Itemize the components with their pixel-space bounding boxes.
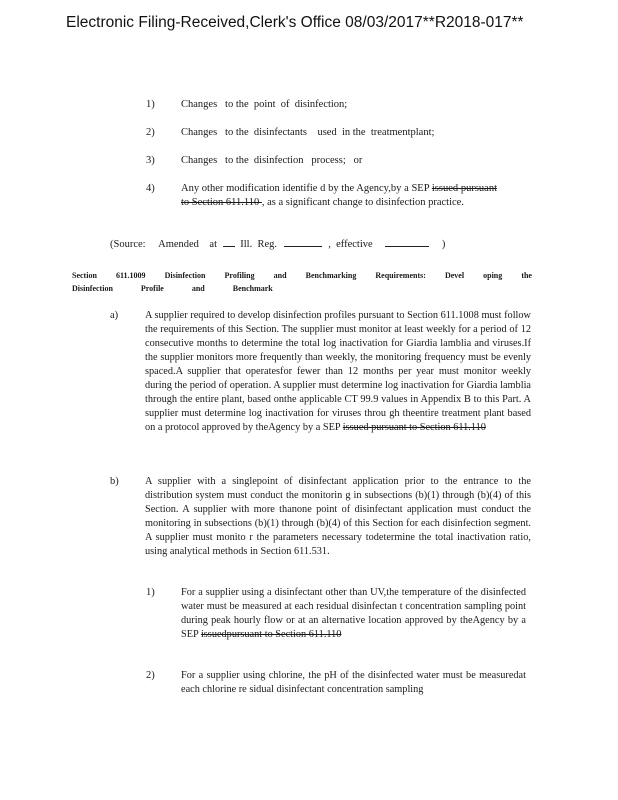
heading-word: and <box>273 271 287 280</box>
paragraph-body: A supplier required to develop disinfection profiles pursuant to Section 611.1008 must follow the requirements of this Section. The supplier must monitor at least weekly for a period of 12 consecutive months to determine the total log inactivation for Giardia lamblia and viruses.If the supplier monitors more frequently than weekly, the monitoring frequency must be evenly spaced.A supplier that operatesfor fewer than 12 months per year must monitor weekly during the period of operation. A supplier must determine log inactivation for Giardia lamblia through the entire plant, based onthe applicable CT 99.9 values in Appendix B to this Part. A supplier must determine log inactivation for viruses throu gh theentire treatment plant based on a protocol approved by theAgency by a SEP <box>145 310 531 433</box>
list-item-text-part: , as a significant change to disinfection practice. <box>261 197 464 208</box>
struck-text: issuedpursuant to Section 611.110 <box>200 629 342 640</box>
heading-word: Benchmark <box>232 284 273 293</box>
paragraph-text <box>145 475 531 559</box>
heading-word: Profiling <box>224 271 255 280</box>
filing-header: Electronic Filing-Received,Clerk's Office 08/03/2017**R2018-017** <box>66 14 524 31</box>
list-item-body: For a supplier using a disinfectant other than UV,the temperature of the disinfected water must be measured at each residual disinfectan t concentration sampling point during peak hourly flow or at an alternative location approved by theAgency by a SEP <box>181 587 526 640</box>
section-heading-row <box>72 282 532 295</box>
section-heading-row <box>72 269 532 282</box>
heading-word: the <box>521 271 532 280</box>
list-item-number: 2) <box>146 670 155 681</box>
heading-word: 611.1009 <box>115 271 146 280</box>
list-item-text: Changes to the disinfection process; or <box>181 155 363 166</box>
struck-text: issued pursuant to Section 611.110 <box>181 183 497 208</box>
list-item-text <box>181 182 497 210</box>
source-prefix: (Source: Amended at <box>110 239 218 250</box>
source-effective: , effective <box>328 239 373 250</box>
list-item-body: For a supplier using chlorine, the pH of the disinfected water must be measuredat each chlorine re sidual disinfectant concentration sampling <box>181 670 526 695</box>
paragraph-text <box>145 309 531 435</box>
list-item-number: 1) <box>146 587 155 598</box>
list-item-text <box>181 669 526 697</box>
source-note <box>110 238 445 252</box>
list-item-text <box>181 586 526 642</box>
list-item-text: Changes to the disinfectants used in the treatmentplant; <box>181 127 435 138</box>
source-reg: Ill. Reg. <box>240 239 278 250</box>
section-heading <box>72 269 532 295</box>
heading-word: oping <box>483 271 503 280</box>
source-suffix: ) <box>441 239 446 250</box>
paragraph-label: b) <box>110 476 119 487</box>
blank-line <box>385 245 429 247</box>
heading-word: Section <box>72 271 97 280</box>
heading-word: Disinfection <box>72 284 113 293</box>
heading-word: and <box>191 284 205 293</box>
list-item-text-part: Any other modification identifie d by the Agency,by a SEP <box>181 183 432 194</box>
list-item-number: 4) <box>146 183 155 194</box>
list-item-number: 3) <box>146 155 155 166</box>
list-item-text: Changes to the point of disinfection; <box>181 99 348 110</box>
heading-word: Disinfection <box>164 271 206 280</box>
paragraph-label: a) <box>110 310 119 321</box>
blank-line <box>284 245 322 247</box>
heading-word: Profile <box>140 284 164 293</box>
heading-word: Requirements: <box>375 271 426 280</box>
blank-line <box>223 245 235 247</box>
list-item-number: 1) <box>146 99 155 110</box>
heading-word: Devel <box>444 271 465 280</box>
paragraph-body: A supplier with a singlepoint of disinfectant application prior to the entrance to the distribution system must conduct the monitorin g in subsections (b)(1) through (b)(4) of this Section. A supplier with more thanone point of disinfectant application must conduct the monitoring in subsections (b)(1) through (b)(4) of this Section for each disinfection segment. A supplier must monito r the parameters necessary todetermine the total inactivation ratio, using analytical methods in Section 611.531. <box>145 476 531 557</box>
list-item-number: 2) <box>146 127 155 138</box>
heading-word: Benchmarking <box>305 271 357 280</box>
struck-text: issued pursuant to Section 611.110 <box>342 422 486 433</box>
